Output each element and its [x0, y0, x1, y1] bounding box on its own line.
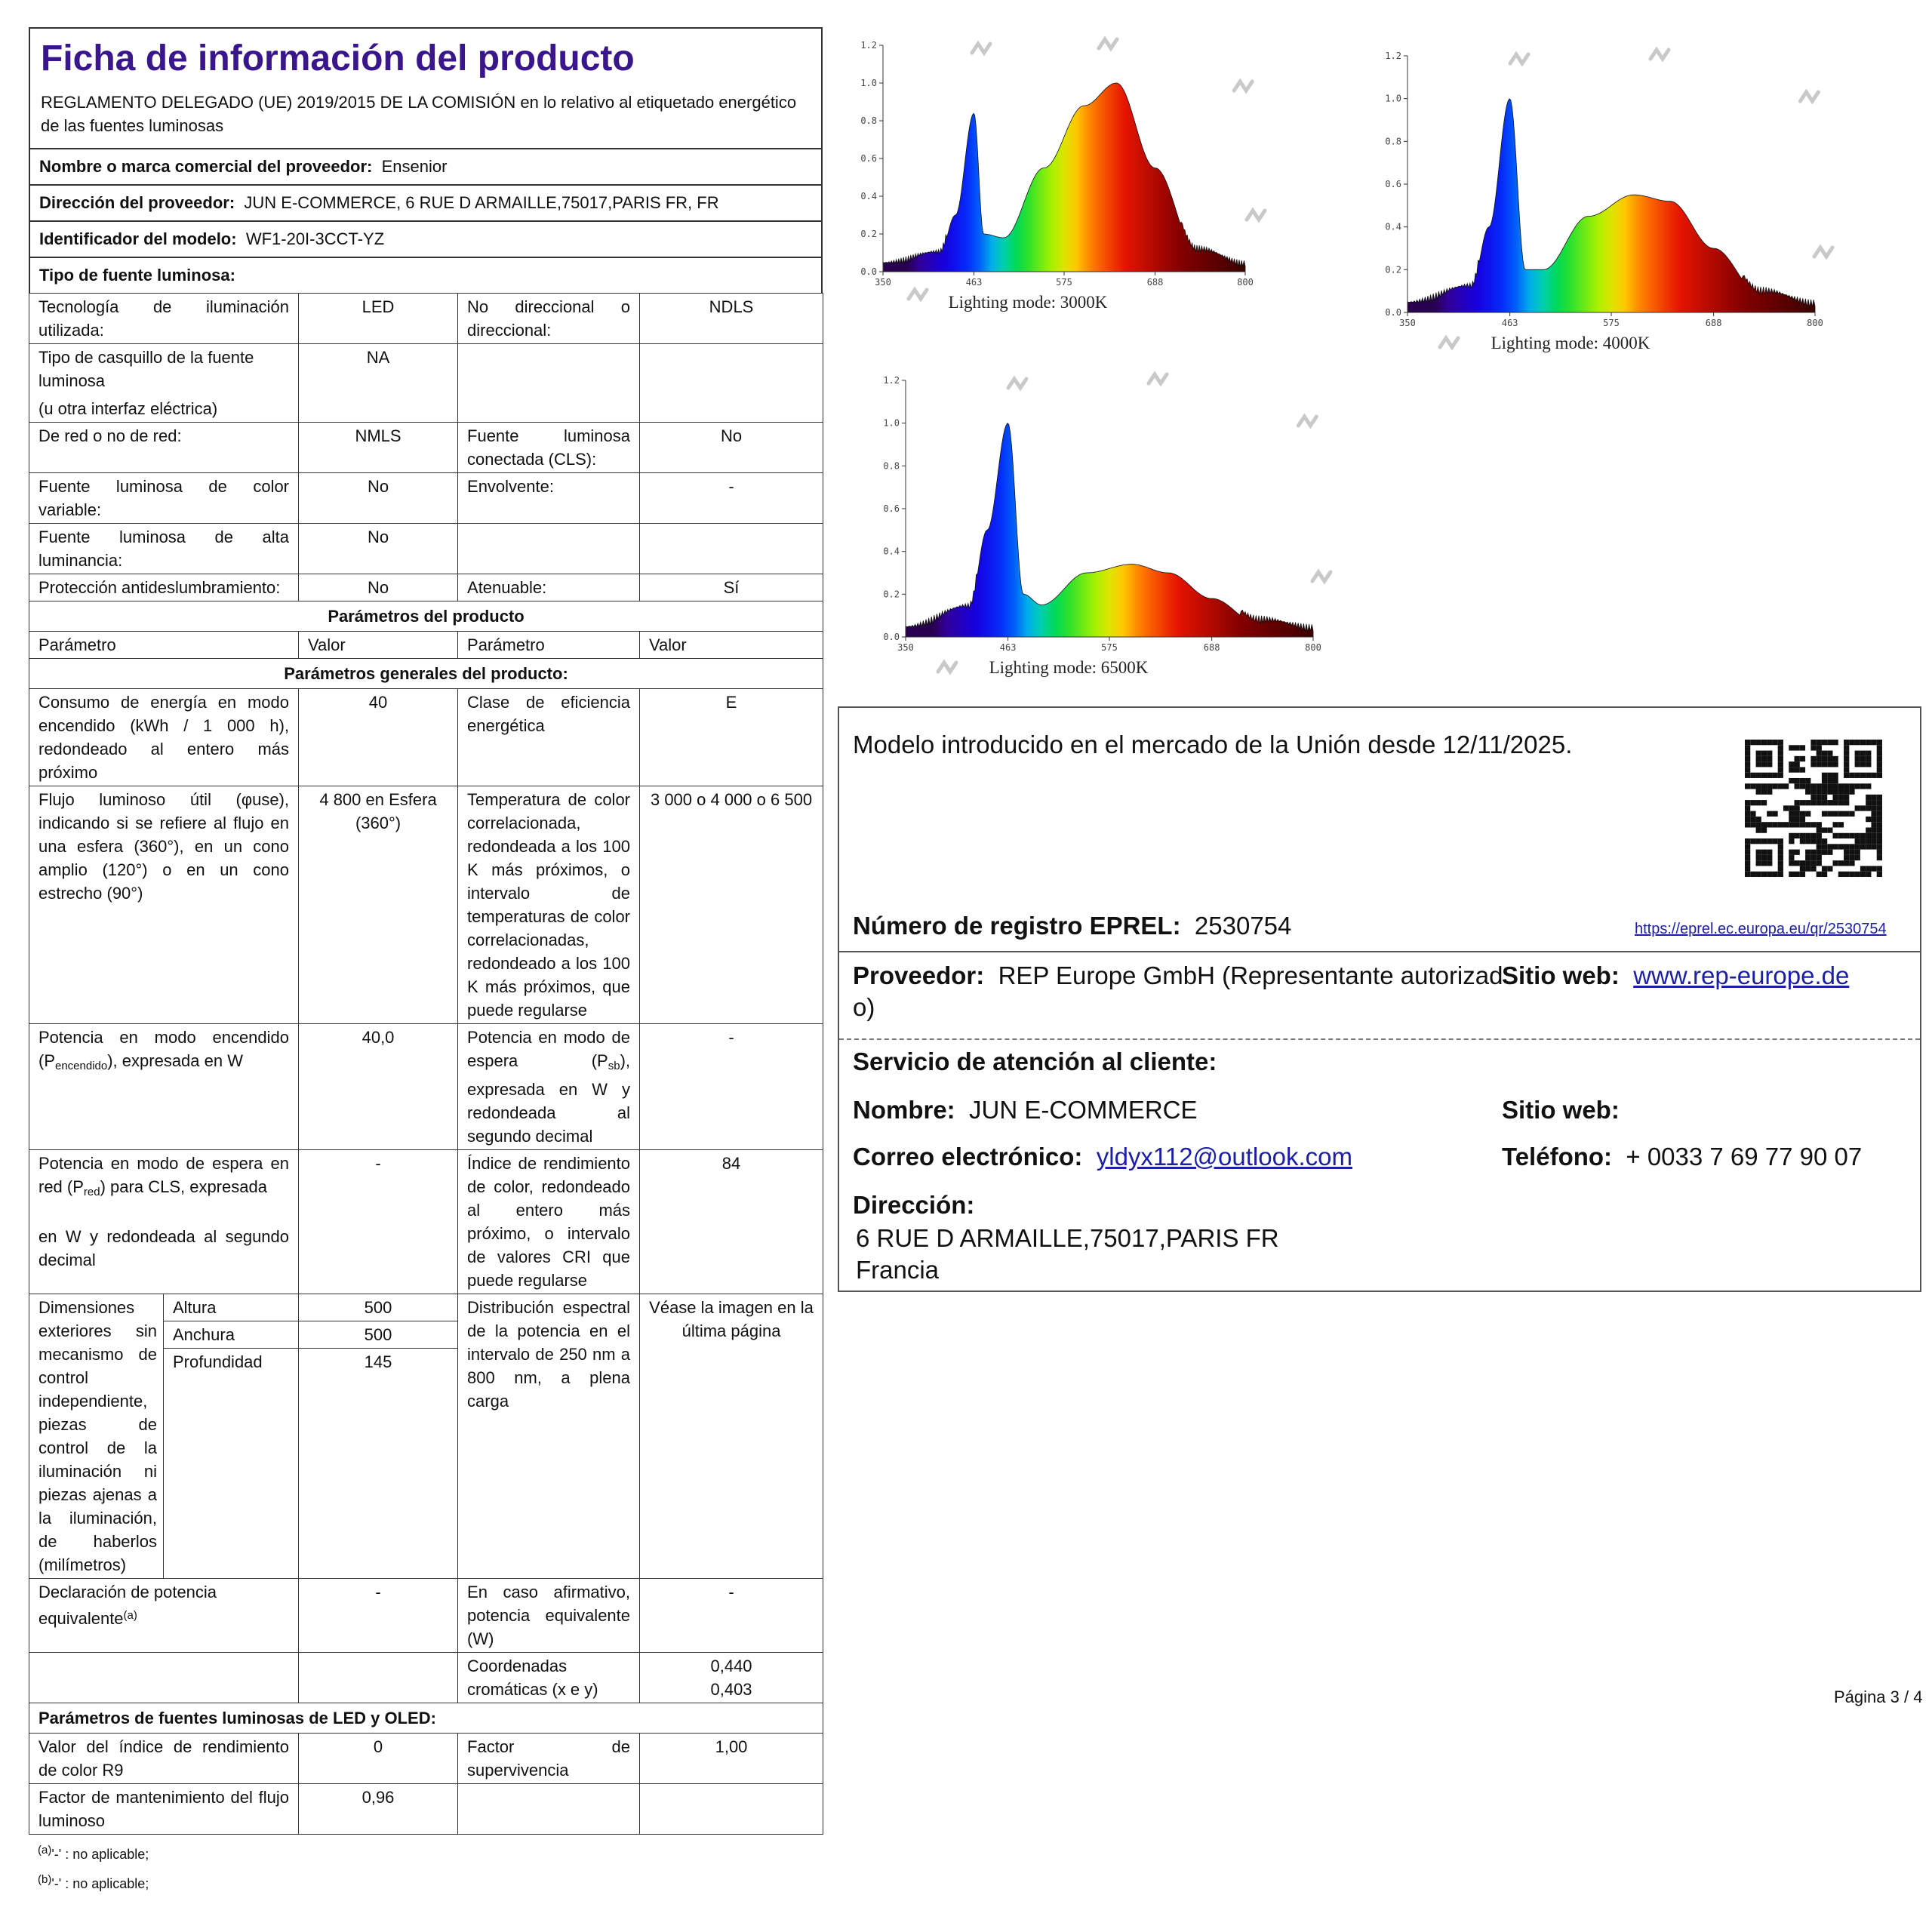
directional-value: NDLS — [640, 294, 823, 344]
on-power-value: 40,0 — [299, 1024, 458, 1150]
equiv-decl-sup: (a) — [123, 1609, 137, 1622]
survival-value: 1,00 — [640, 1734, 823, 1784]
table-row — [29, 524, 823, 574]
eprel-reg-row — [853, 912, 1291, 940]
website-row — [1502, 960, 1849, 992]
chroma-value — [640, 1653, 823, 1703]
model-row — [29, 220, 823, 257]
regulation-text: REGLAMENTO DELEGADO (UE) 2019/2015 DE LA COMISIÓN en lo relativo al etiquetado energético de las fuentes luminosas — [41, 93, 797, 135]
col-param-header: Parámetro — [29, 632, 299, 659]
network-standby-label-c: en W y redondeada al segundo decimal — [38, 1227, 290, 1269]
cap-type-cell — [29, 344, 299, 423]
eprel-reg-label: Número de registro EPREL: — [853, 912, 1181, 940]
table-row — [29, 786, 823, 1024]
watermark-mark — [1312, 572, 1331, 581]
market-intro-text: Modelo introducido en el mercado de la Unión desde 12/11/2025. — [853, 731, 1573, 758]
page-number: Página 3 / 4 — [1834, 1687, 1923, 1706]
x-tick-label: 688 — [1203, 642, 1220, 653]
watermark-mark — [1247, 211, 1265, 220]
supplier-name-label: Nombre o marca comercial del proveedor: — [39, 157, 373, 176]
watermark-mark — [972, 44, 990, 53]
general-params-heading: Parámetros generales del producto: — [29, 659, 823, 689]
contact-name-row — [853, 1096, 1198, 1124]
x-tick-label: 800 — [1237, 277, 1254, 288]
x-tick-label: 800 — [1305, 642, 1321, 653]
table-row — [29, 1703, 823, 1734]
on-power-label — [29, 1024, 299, 1150]
mains-value: NMLS — [299, 423, 458, 473]
x-tick-label: 575 — [1603, 318, 1620, 328]
y-tick-label: 1.2 — [860, 40, 877, 51]
contact-name: JUN E-COMMERCE — [969, 1096, 1198, 1124]
spectrum-caption: Lighting mode: 3000K — [948, 293, 1108, 312]
width-label: Anchura — [164, 1321, 298, 1349]
height-value: 500 — [299, 1294, 457, 1321]
y-tick-label: 0.0 — [860, 266, 877, 277]
cri-value: 84 — [640, 1150, 823, 1294]
on-power-label-sub: encendido — [55, 1060, 108, 1072]
envelope-label: Envolvente: — [458, 473, 640, 524]
network-standby-label — [29, 1150, 299, 1294]
dashed-divider — [839, 1038, 1920, 1040]
col-value-header: Valor — [640, 632, 823, 659]
empty-cell — [640, 344, 823, 423]
anti-glare-label: Protección antideslumbramiento: — [29, 574, 299, 601]
y-tick-label: 1.2 — [1385, 51, 1401, 61]
footnote-a — [38, 1838, 823, 1867]
empty-cell — [29, 1653, 299, 1703]
x-tick-label: 688 — [1705, 318, 1722, 328]
cls-label: Fuente luminosa conectada (CLS): — [458, 423, 640, 473]
chroma-x: 0,440 — [710, 1657, 752, 1675]
x-tick-label: 350 — [897, 642, 914, 653]
depth-value: 145 — [364, 1352, 392, 1371]
supplier-address-row — [29, 184, 823, 220]
y-tick-label: 0.4 — [860, 191, 877, 202]
spectral-label: Distribución espectral de la potencia en el intervalo de 250 nm a 800 nm, a plena carga — [458, 1294, 640, 1579]
color-tunable-label: Fuente luminosa de color variable: — [29, 473, 299, 524]
flux-label: Flujo luminoso útil (φuse), indicando si se refiere al flujo en una esfera (360°), en un cono amplio (120°) o en un cono estrecho (90°) — [29, 786, 299, 1024]
address-line1: 6 RUE D ARMAILLE,75017,PARIS FR — [856, 1224, 1279, 1252]
cap-type-label: Tipo de casquillo de la fuente luminosa — [38, 348, 254, 390]
table-row — [29, 601, 823, 632]
eprel-reg-number: 2530754 — [1194, 912, 1292, 940]
table-row — [29, 689, 823, 786]
envelope-value: - — [640, 473, 823, 524]
source-type-row — [29, 257, 823, 293]
equiv-power-value: - — [640, 1579, 823, 1653]
spectrum-svg — [1370, 45, 1838, 362]
contact-website-label: Sitio web: — [1502, 1096, 1620, 1124]
efficiency-class-label: Clase de eficiencia energética — [458, 689, 640, 786]
empty-cell — [458, 1784, 640, 1835]
y-tick-label: 1.0 — [860, 78, 877, 88]
col-param-header: Parámetro — [458, 632, 640, 659]
provider-line1: REP Europe GmbH (Representante autorizad — [998, 961, 1503, 989]
table-row — [29, 473, 823, 524]
directional-label: No direccional o direccional: — [458, 294, 640, 344]
address-block — [856, 1223, 1279, 1286]
spectrum-chart-6500k — [868, 370, 1336, 687]
anti-glare-value: No — [299, 574, 458, 601]
footnote-b — [38, 1867, 823, 1897]
model-label: Identificador del modelo: — [39, 229, 237, 248]
y-tick-label: 0.4 — [1385, 221, 1401, 232]
table-row — [29, 1653, 823, 1703]
table-row — [29, 344, 823, 423]
equiv-decl-value: - — [299, 1579, 458, 1653]
parameters-table — [29, 293, 823, 1835]
eprel-qr-link[interactable]: https://eprel.ec.europa.eu/qr/2530754 — [1635, 921, 1887, 937]
cls-value: No — [640, 423, 823, 473]
supplier-address-label: Dirección del proveedor: — [39, 193, 235, 212]
model-id: WF1-20I-3CCT-YZ — [245, 229, 385, 248]
footnote-a-text: '-' : no aplicable; — [51, 1847, 149, 1862]
empty-cell — [640, 1784, 823, 1835]
watermark-mark — [1510, 54, 1528, 63]
dimension-names — [164, 1294, 299, 1579]
table-row — [29, 1294, 823, 1579]
y-tick-label: 0.6 — [1385, 179, 1401, 189]
y-tick-label: 0.2 — [1385, 264, 1401, 275]
y-tick-label: 0.6 — [860, 153, 877, 164]
equiv-decl-label — [29, 1579, 299, 1653]
y-tick-label: 0.2 — [860, 229, 877, 239]
table-row — [29, 1734, 823, 1784]
watermark-mark — [1099, 39, 1117, 48]
network-standby-label-b: ) para CLS, expresada — [100, 1177, 267, 1196]
watermark-mark — [1234, 82, 1252, 91]
website-label: Sitio web: — [1502, 961, 1620, 989]
divider — [839, 951, 1920, 952]
on-power-label-b: ), expresada en W — [107, 1051, 243, 1070]
contact-website-row — [1502, 1096, 1620, 1124]
efficiency-class-value: E — [640, 689, 823, 786]
contact-name-label: Nombre: — [853, 1096, 955, 1124]
height-label: Altura — [164, 1294, 298, 1321]
watermark-mark — [1298, 417, 1316, 426]
table-row — [29, 574, 823, 601]
spectrum-svg — [868, 370, 1336, 687]
watermark-mark — [1800, 92, 1818, 101]
standby-label-a: Potencia en modo de espera (P — [467, 1028, 631, 1070]
eprel-info-box — [838, 706, 1921, 1292]
spectrum-area — [906, 423, 1313, 637]
footnotes — [29, 1838, 823, 1897]
table-row — [29, 659, 823, 689]
x-tick-label: 800 — [1807, 318, 1823, 328]
depth-label: Profundidad — [173, 1352, 263, 1371]
survival-label: Factor de supervivencia — [458, 1734, 640, 1784]
equiv-decl-text: Declaración de potencia equivalente — [38, 1583, 217, 1628]
provider-row — [853, 960, 1503, 1023]
chroma-label: Coordenadas cromáticas (x e y) — [458, 1653, 640, 1703]
maintenance-value: 0,96 — [299, 1784, 458, 1835]
phone-row — [1502, 1143, 1862, 1171]
high-luminance-value: No — [299, 524, 458, 574]
spectrum-svg — [845, 35, 1268, 314]
footnote-a-mark: (a) — [38, 1844, 52, 1857]
watermark-mark — [1149, 374, 1167, 383]
x-tick-label: 463 — [1501, 318, 1518, 328]
dimensions-label: Dimensiones exteriores sin mecanismo de control independiente, piezas de control de la iluminación ni piezas ajenas a la iluminación, de haberlos (milímetros) — [29, 1294, 164, 1579]
energy-consumption-label: Consumo de energía en modo encendido (kWh / 1 000 h), redondeado al entero más próximo — [29, 689, 299, 786]
y-tick-label: 1.0 — [883, 417, 900, 429]
standby-value: - — [640, 1024, 823, 1150]
title-box — [29, 27, 823, 148]
standby-label — [458, 1024, 640, 1150]
watermark-mark — [909, 290, 927, 299]
email-label: Correo electrónico: — [853, 1143, 1083, 1171]
spectrum-caption: Lighting mode: 6500K — [989, 658, 1149, 677]
source-type-label: Tipo de fuente luminosa: — [39, 266, 235, 285]
cct-value: 3 000 o 4 000 o 6 500 — [640, 786, 823, 1024]
standby-label-sub: sb — [608, 1060, 620, 1072]
empty-cell — [640, 524, 823, 574]
dimension-values — [299, 1294, 458, 1579]
supplier-name: Ensenior — [381, 157, 448, 176]
x-tick-label: 350 — [1399, 318, 1416, 328]
spectrum-area — [883, 83, 1245, 272]
x-tick-label: 575 — [1101, 642, 1118, 653]
watermark-mark — [1008, 379, 1026, 388]
width-value: 500 — [299, 1321, 457, 1349]
sheet-title: Ficha de información del producto — [41, 38, 635, 78]
y-tick-label: 1.0 — [1385, 93, 1401, 104]
x-tick-label: 575 — [1056, 277, 1072, 288]
supplier-address: JUN E-COMMERCE, 6 RUE D ARMAILLE,75017,PARIS FR, FR — [244, 193, 719, 212]
watermark-mark — [938, 663, 956, 672]
table-row — [29, 632, 823, 659]
y-tick-label: 0.8 — [883, 460, 900, 472]
table-row — [29, 423, 823, 473]
product-params-heading: Parámetros del producto — [29, 601, 823, 632]
service-heading — [853, 1048, 1217, 1076]
qr-code[interactable] — [1745, 740, 1882, 877]
cri-label: Índice de rendimiento de color, redondeado al entero más próximo, o intervalo de valores CRI que puede regularse — [458, 1150, 640, 1294]
standby-label-b: ), expresada en W y redondeada al segundo decimal — [467, 1051, 631, 1146]
y-tick-label: 1.2 — [883, 375, 900, 386]
y-tick-label: 0.4 — [883, 546, 900, 557]
table-row — [29, 1150, 823, 1294]
maintenance-label: Factor de mantenimiento del flujo luminoso — [29, 1784, 299, 1835]
x-tick-label: 688 — [1146, 277, 1164, 288]
dimmable-label: Atenuable: — [458, 574, 640, 601]
network-standby-value: - — [299, 1150, 458, 1294]
phone-label: Teléfono: — [1502, 1143, 1613, 1171]
dimmable-value: Sí — [640, 574, 823, 601]
x-tick-label: 463 — [965, 277, 983, 288]
empty-cell — [458, 524, 640, 574]
address-label: Dirección: — [853, 1191, 975, 1219]
provider-label: Proveedor: — [853, 961, 985, 989]
y-tick-label: 0.2 — [883, 589, 900, 600]
network-standby-label-a: Potencia en modo de espera en red (P — [38, 1154, 290, 1196]
cct-label: Temperatura de color correlacionada, redondeada a los 100 K más próximos, o intervalo de temperaturas de color correlacionadas, redondeado a los 100 K más próximos, que puede regularse — [458, 786, 640, 1024]
email-link[interactable]: yldyx112@outlook.com — [1096, 1143, 1352, 1171]
table-row — [29, 1024, 823, 1150]
y-tick-label: 0.8 — [1385, 136, 1401, 147]
empty-cell — [458, 344, 640, 423]
chroma-y: 0,403 — [710, 1680, 752, 1699]
empty-cell — [299, 1653, 458, 1703]
service-heading-text: Servicio de atención al cliente: — [853, 1048, 1217, 1075]
r9-label: Valor del índice de rendimiento de color R9 — [29, 1734, 299, 1784]
table-row — [29, 294, 823, 344]
on-power-label-a: Potencia en modo encendido (P — [38, 1028, 290, 1070]
table-row — [29, 1579, 823, 1653]
r9-value: 0 — [299, 1734, 458, 1784]
product-information-sheet — [29, 27, 823, 1897]
y-tick-label: 0.0 — [1385, 307, 1401, 318]
col-value-header: Valor — [299, 632, 458, 659]
x-tick-label: 463 — [999, 642, 1017, 653]
network-standby-label-sub: red — [83, 1186, 100, 1198]
footnote-b-mark: (b) — [38, 1873, 52, 1886]
high-luminance-label: Fuente luminosa de alta luminancia: — [29, 524, 299, 574]
flux-value: 4 800 en Esfera (360°) — [299, 786, 458, 1024]
spectrum-chart-3000k — [845, 35, 1268, 314]
y-tick-label: 0.0 — [883, 632, 900, 642]
tech-value: LED — [299, 294, 458, 344]
color-tunable-value: No — [299, 473, 458, 524]
address-label-row — [853, 1191, 974, 1220]
address-line2: Francia — [856, 1256, 940, 1284]
y-tick-label: 0.6 — [883, 503, 900, 514]
supplier-name-row — [29, 148, 823, 184]
cap-type-sublabel: (u otra interfaz eléctrica) — [38, 399, 218, 418]
spectrum-caption: Lighting mode: 4000K — [1491, 334, 1651, 352]
phone-number: + 0033 7 69 77 90 07 — [1626, 1143, 1863, 1171]
provider-line2: o) — [853, 993, 875, 1021]
table-row — [29, 1784, 823, 1835]
watermark-mark — [1651, 50, 1669, 59]
x-tick-label: 350 — [875, 277, 891, 288]
email-row — [853, 1143, 1352, 1171]
equiv-power-label: En caso afirmativo, potencia equivalente (W) — [458, 1579, 640, 1653]
energy-consumption-value: 40 — [299, 689, 458, 786]
y-tick-label: 0.8 — [860, 115, 877, 126]
watermark-mark — [1440, 338, 1458, 347]
mains-label: De red o no de red: — [29, 423, 299, 473]
tech-label: Tecnología de iluminación utilizada: — [29, 294, 299, 344]
led-params-heading: Parámetros de fuentes luminosas de LED y OLED: — [29, 1703, 823, 1734]
spectral-value: Véase la imagen en la última página — [640, 1294, 823, 1579]
spectrum-chart-4000k — [1370, 45, 1838, 362]
cap-type-value: NA — [299, 344, 458, 423]
spectrum-area — [1407, 99, 1815, 312]
watermark-mark — [1814, 248, 1832, 257]
website-link[interactable]: www.rep-europe.de — [1633, 961, 1850, 989]
footnote-b-text: '-' : no aplicable; — [51, 1876, 149, 1891]
